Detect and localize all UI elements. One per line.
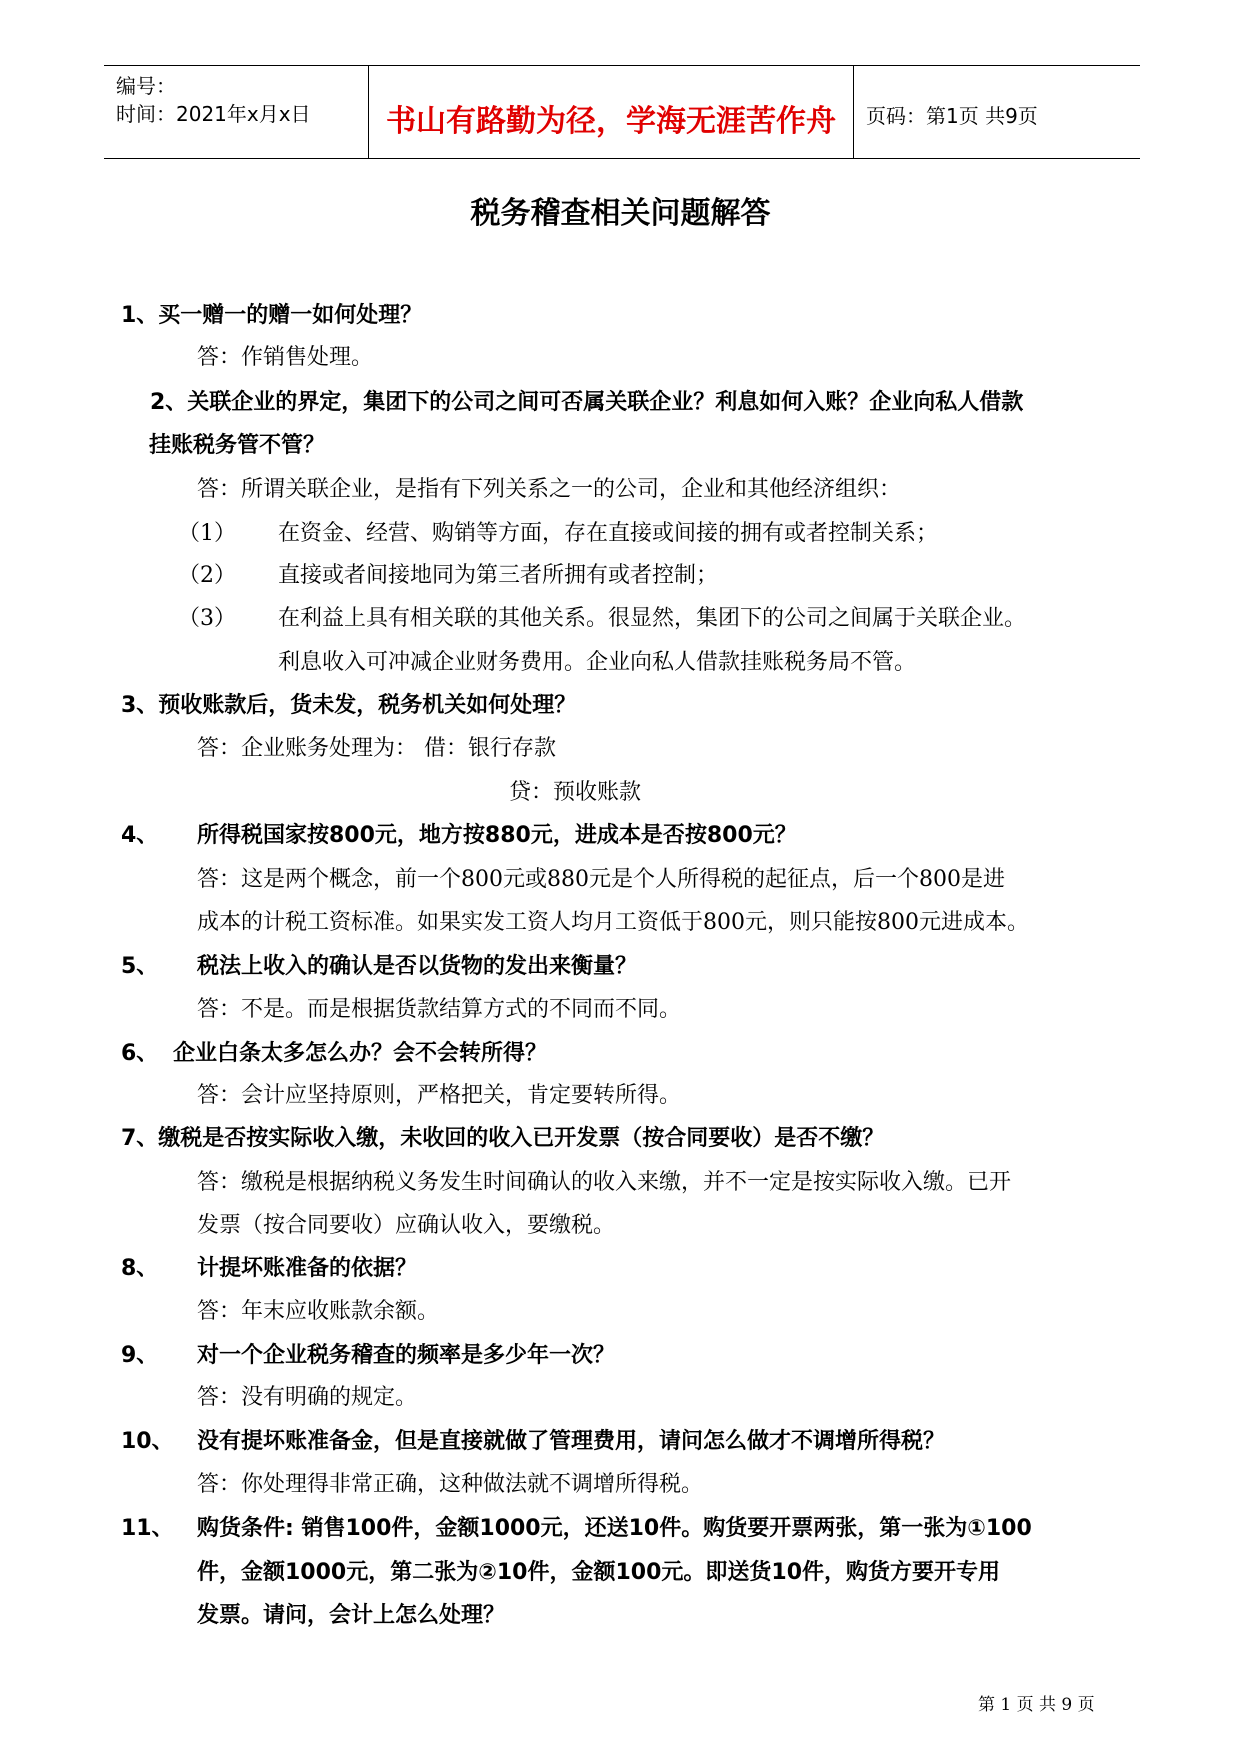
document-title: 税务稽查相关问题解答 [470, 196, 771, 231]
page-footer: 第 1 页 共 9 页 [978, 1695, 1095, 1715]
item-number: （3） [178, 606, 236, 631]
line-text: 答：你处理得非常正确，这种做法就不调增所得税。 [197, 1472, 704, 1497]
header-page-label: 页码：第1页 共9页 [866, 104, 1038, 128]
line-text: 发票。请问，会计上怎么处理？ [197, 1603, 506, 1628]
line-text: 所得税国家按800元，地方按880元，进成本是否按800元？ [197, 823, 797, 848]
question-line [150, 385, 1023, 416]
answer-line [509, 775, 641, 806]
question-line [121, 1121, 884, 1152]
line-text: 挂账税务管不管？ [149, 433, 326, 458]
line-text: 7、缴税是否按实际收入缴，未收回的收入已开发票（按合同要收）是否不缴？ [121, 1126, 885, 1151]
line-text: 对一个企业税务稽查的频率是多少年一次？ [197, 1343, 616, 1368]
item-number: 8、 [121, 1256, 159, 1281]
line-text: 购货条件: 销售100件，金额1000元，还送10件。购货要开票两张，第一张为①100 [197, 1516, 1032, 1541]
answer-line [197, 1380, 417, 1411]
answer-line [278, 645, 916, 676]
answer-line [197, 1078, 681, 1109]
item-number: 10、 [121, 1429, 174, 1454]
line-text: 2、关联企业的界定，集团下的公司之间可否属关联企业？利息如何入账？企业向私人借款 [150, 390, 1024, 415]
line-text: 成本的计税工资标准。如果实发工资人均月工资低于800元，则只能按800元进成本。 [197, 910, 1029, 935]
page-header [104, 65, 1140, 159]
item-number: （1） [178, 521, 236, 546]
header-right-cell [852, 66, 1140, 158]
item-number: 6、 [121, 1041, 159, 1066]
line-text: 答：所谓关联企业，是指有下列关系之一的公司，企业和其他经济组织： [197, 477, 902, 502]
line-text: 计提坏账准备的依据？ [197, 1256, 418, 1281]
line-text: 1、买一赠一的赠一如何处理？ [121, 303, 423, 328]
line-text: 直接或者间接地同为第三者所拥有或者控制； [278, 563, 719, 588]
item-number: 9、 [121, 1343, 159, 1368]
question-line [197, 1555, 1000, 1586]
line-text: 税法上收入的确认是否以货物的发出来衡量？ [197, 954, 638, 979]
item-number: 5、 [121, 954, 159, 979]
item-number: （2） [178, 563, 236, 588]
line-text: 贷：预收账款 [509, 780, 642, 805]
question-line [197, 1598, 505, 1629]
line-text: 答：没有明确的规定。 [197, 1385, 418, 1410]
line-text: 企业白条太多怎么办？会不会转所得？ [173, 1041, 548, 1066]
answer-line [197, 1467, 703, 1498]
item-number: 4、 [121, 823, 159, 848]
line-text: 答：缴税是根据纳税义务发生时间确认的收入来缴，并不一定是按实际收入缴。已开 [197, 1170, 1012, 1195]
answer-line [197, 472, 901, 503]
answer-line [197, 1165, 1011, 1196]
answer-line [197, 992, 681, 1023]
line-text: 答：年末应收账款余额。 [197, 1299, 440, 1324]
answer-line [197, 1294, 439, 1325]
answer-line [197, 862, 1005, 893]
item-number: 11、 [121, 1516, 174, 1541]
answer-line [197, 905, 1029, 936]
header-left-cell [104, 66, 368, 158]
question-line [149, 428, 325, 459]
line-text: 答：企业账务处理为： 借：银行存款 [197, 736, 556, 761]
answer-line [197, 340, 373, 371]
question-line [121, 298, 422, 329]
document-number-label: 编号： [116, 74, 176, 98]
line-text: 没有提坏账准备金，但是直接就做了管理费用，请问怎么做才不调增所得税？ [197, 1429, 946, 1454]
line-text: 在利益上具有相关联的其他关系。很显然，集团下的公司之间属于关联企业。 [278, 606, 1027, 631]
line-text: 发票（按合同要收）应确认收入，要缴税。 [197, 1213, 616, 1238]
line-text: 在资金、经营、购销等方面，存在直接或间接的拥有或者控制关系； [278, 521, 939, 546]
line-text: 答：不是。而是根据货款结算方式的不同而不同。 [197, 997, 682, 1022]
answer-line [197, 731, 556, 762]
line-text: 答：作销售处理。 [197, 345, 374, 370]
header-motto: 书山有路勤为径，学海无涯苦作舟 [386, 104, 836, 139]
line-text: 件，金额1000元，第二张为②10件，金额100元。即送货10件，购货方要开专用 [197, 1560, 1001, 1585]
header-motto-cell [368, 66, 854, 158]
line-text: 答：会计应坚持原则，严格把关，肯定要转所得。 [197, 1083, 682, 1108]
line-text: 答：这是两个概念，前一个800元或880元是个人所得税的起征点，后一个800是进 [197, 867, 1005, 892]
question-line [121, 688, 576, 719]
answer-line [197, 1208, 615, 1239]
document-time-label: 时间：2021年x月x日 [116, 102, 311, 126]
line-text: 3、预收账款后，货未发，税务机关如何处理？ [121, 693, 577, 718]
line-text: 利息收入可冲减企业财务费用。企业向私人借款挂账税务局不管。 [278, 650, 917, 675]
